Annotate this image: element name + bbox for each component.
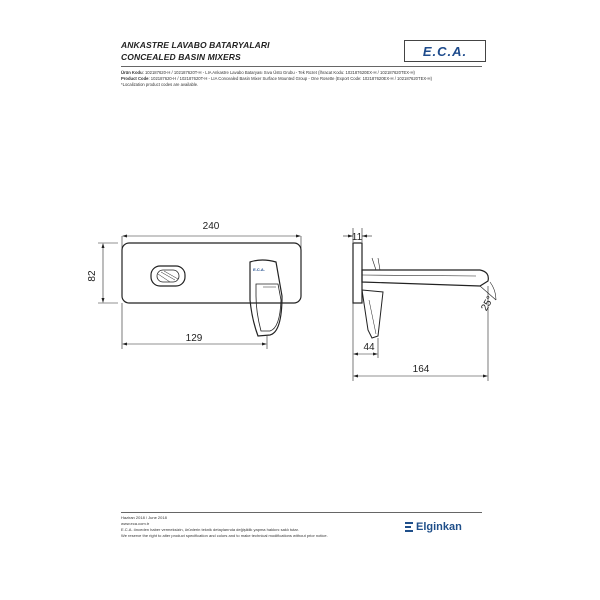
product-code-tr-label: Ürün Kodu	[121, 70, 143, 75]
handle-logo: E.C.A.	[253, 267, 265, 272]
dim-depth-base: 44	[363, 342, 375, 353]
elginkan-logo	[405, 521, 462, 533]
side-plate	[353, 243, 362, 303]
dim-spout-distance: 129	[185, 333, 203, 344]
rosette-plate	[122, 243, 301, 303]
footer-note-tr: E.C.A. önceden haber vermeksizin, ürünlerin teknik detaylarında değişiklik yapma hakkını saklı tutar.	[121, 527, 299, 532]
title-turkish: ANKASTRE LAVABO BATARYALARI	[121, 40, 270, 50]
elginkan-text: Elginkan	[416, 521, 462, 533]
footer-divider	[121, 512, 482, 513]
side-spout	[362, 270, 488, 286]
dim-thickness: 11	[351, 232, 363, 243]
localization-note: *Localization product codes are available.	[121, 82, 199, 87]
product-code-en-text: : 102187620-H / 102187620T-H - LIA Concealed Basin Mixer Surface Mounted Group - One Rosette (Export Code: 102187620EX-H / 102187620TEX-H)	[148, 76, 432, 81]
dim-depth-total: 164	[412, 364, 430, 375]
footer-website[interactable]: www.eca.com.tr	[121, 521, 150, 526]
product-code-en-label: Product Code	[121, 76, 149, 81]
dim-width-total: 240	[202, 221, 220, 232]
side-handle	[362, 290, 383, 338]
eca-logo-text: E.C.A.	[422, 43, 468, 59]
dim-height: 82	[87, 270, 98, 282]
product-code-tr-text: : 102187620-H / 102187620T-H - LIA Ankastre Lavabo Bataryası Sıva Üstü Grubu - Tek Rozet (İhracat Kodu: 102187620EX-H / 102187620TEX-H)	[142, 70, 415, 75]
footer-note-en: We reserve the right to alter product specification and colors and to make technical modifications without prior notice.	[121, 533, 328, 538]
footer-date: Haziran 2018 / June 2018	[121, 515, 167, 520]
dim-angle: 25°	[479, 294, 497, 314]
elginkan-mark-icon	[405, 522, 413, 532]
title-english: CONCEALED BASIN MIXERS	[121, 52, 241, 62]
